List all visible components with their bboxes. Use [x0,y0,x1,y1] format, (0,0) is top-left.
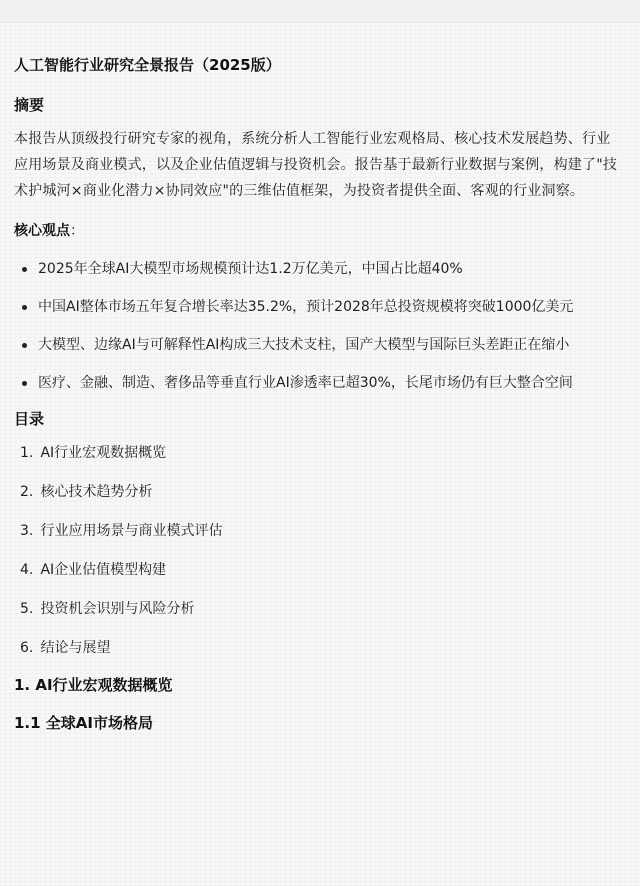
list-item-text: 医疗、金融、制造、奢侈品等垂直行业AI渗透率已超30%，长尾市场仍有巨大整合空间 [38,375,573,391]
toc-item[interactable] [14,635,624,661]
core-points-colon: ： [70,223,84,239]
toc-item-label: 核心技术趋势分析 [40,484,153,500]
toc-item-label: 结论与展望 [40,640,111,656]
report-title: 人工智能行业研究全景报告（2025版） [14,56,281,74]
toc-item[interactable] [14,596,624,622]
bullet-icon [22,305,27,310]
toc-item-label: 行业应用场景与商业模式评估 [40,523,223,539]
toc-item-number: 4. [20,562,34,578]
toc-item-number: 2. [20,484,34,500]
list-item-text: 中国AI整体市场五年复合增长率达35.2%，预计2028年总投资规模将突破1000亿美元 [38,299,574,315]
toc-item-label: AI行业宏观数据概览 [40,445,167,461]
toc-item-label: 投资机会识别与风险分析 [40,601,195,617]
list-item [14,256,624,282]
top-strip [0,0,640,23]
section-1-1-heading: 1.1 全球AI市场格局 [14,714,153,732]
core-points-label-text: 核心观点 [14,223,70,239]
abstract-heading: 摘要 [14,96,45,114]
core-points-label [14,218,624,244]
toc-item[interactable] [14,518,624,544]
core-points-list [14,256,624,396]
section-1-heading: 1. AI行业宏观数据概览 [14,676,173,694]
toc-item[interactable] [14,479,624,505]
toc-item-number: 3. [20,523,34,539]
list-item-text: 2025年全球AI大模型市场规模预计达1.2万亿美元，中国占比超40% [38,261,463,277]
toc-item-number: 6. [20,640,34,656]
list-item-text: 大模型、边缘AI与可解释性AI构成三大技术支柱，国产大模型与国际巨头差距正在缩小 [38,337,570,353]
toc-list [14,440,624,661]
bullet-icon [22,267,27,272]
toc-item-number: 5. [20,601,34,617]
toc-item[interactable] [14,440,624,466]
list-item [14,332,624,358]
toc-item-number: 1. [20,445,34,461]
document [0,22,640,734]
toc-item-label: AI企业估值模型构建 [40,562,167,578]
abstract-paragraph: 本报告从顶级投行研究专家的视角，系统分析人工智能行业宏观格局、核心技术发展趋势、行业应用场景及商业模式，以及企业估值逻辑与投资机会。报告基于最新行业数据与案例，构建了"技术护城河×商业化潜力×协同效应"的三维估值框架，为投资者提供全面、客观的行业洞察。 [14,131,618,199]
bullet-icon [22,343,27,348]
toc-heading: 目录 [14,410,45,428]
list-item [14,294,624,320]
toc-item[interactable] [14,557,624,583]
bullet-icon [22,381,27,386]
list-item [14,370,624,396]
